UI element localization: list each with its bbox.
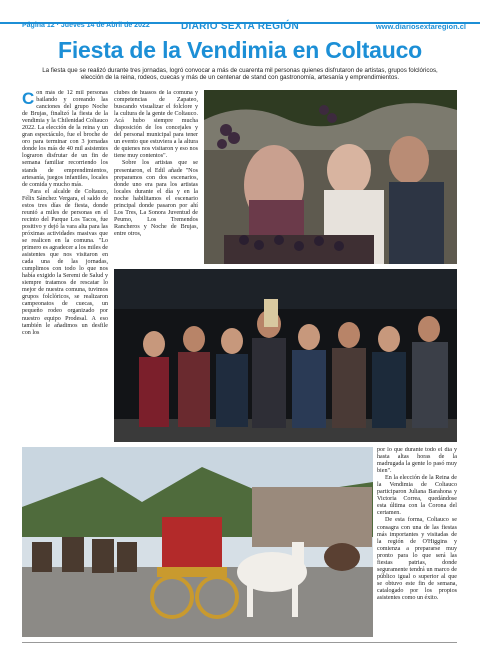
group-on-stage-photo bbox=[114, 269, 457, 442]
paragraph: Con más de 12 mil personas bailando y coreando las canciones del grupo Noche de Brujas, finalizó la fiesta de la vendimia y la Chilenidad Coltauco 2022. La elección de la reina y un gran espectáculo, fue el broche de oro para terminar con 3 jornadas donde los más de 40 mil asistentes lograron disfrutar de un fin de semana familiar recorriendo los stands de emprendimientos, artesanía, juegos infantiles, locales de comida y mucho más. bbox=[22, 90, 108, 188]
footer-rule bbox=[22, 642, 457, 643]
paragraph: clubes de huasos de la comuna y competencias de Zapateo, buscando visualizar el folclore y la cultura de la gente de Coltauco. Acá hubo siempre mucha disposición de los concejales y del personal municipal para tener un evento que estuviera a la altura de quienes nos visitaron y eso nos tiene muy contentos". bbox=[114, 90, 198, 160]
paragraph: De esta forma, Coltauco se consagra con una de las fiestas más importantes y visitadas de la región de O'Higgins y comienza a prepararse muy pronto para lo que será las fiestas patrias, donde seguramente tendrá un marco de público igual o superior al que se obtuvo este fin de semana, catalogado por los propios asistentes como un éxito. bbox=[377, 517, 457, 601]
paragraph: Para el alcalde de Coltauco, Félix Sánchez Vergara, el saldo de estos tres días de fiesta, donde reunió a miles de personas en el recinto del Parque Los Tacos, fue positivo y dejó la vara alta para las próximas actividades masivas que se realicen en la comuna. "Lo primero es agradecer a los miles de asistentes que nos visitaron en cada una de las jornadas, cumplimos con todo lo que nos había exigido la Seremi de Salud y siempre tratamos de rescatar lo mejor de nuestra comuna, tuvimos grupos folclóricos, se realizaron campeonatos de cuecas, un pequeño rodeo organizado por nuestro equipo Prodesal. A eso también le añadimos un desfile con los bbox=[22, 188, 108, 336]
page-header bbox=[0, 0, 480, 34]
women-with-grapes-photo bbox=[204, 90, 457, 264]
article-lead: La fiesta que se realizó durante tres jornadas, logró convocar a más de cuarenta mil personas quienes disfrutaron de artistas, grupos folclóricos, elección de la reina, rodeos, cuecas y más de un centenar de stand con gastronomía, artesanía y emprendimientos. bbox=[42, 67, 438, 82]
drop-cap: C bbox=[22, 90, 35, 108]
paragraph: En la elección de la Reina de la Vendimia de Coltauco participaron Juliana Barahona y Victoria Correa, quedándose esta última con la Corona del certamen. bbox=[377, 475, 457, 517]
text-column-2 bbox=[114, 90, 198, 270]
text-column-1 bbox=[22, 90, 108, 410]
newspaper-name: DIARIO SEXTA REGIÓN bbox=[181, 21, 299, 32]
paragraph: por lo que durante todo el día y hasta altas horas de la madrugada la gente lo pasó muy bien". bbox=[377, 447, 457, 475]
page-number-date: Página 12 · Jueves 14 de Abril de 2022 bbox=[22, 22, 150, 29]
website-link[interactable]: www.diariosextaregion.cl bbox=[375, 22, 466, 31]
text-column-3 bbox=[377, 447, 457, 637]
article-headline: Fiesta de la Vendimia en Coltauco bbox=[57, 37, 423, 63]
horse-carriage-parade-photo bbox=[22, 447, 373, 637]
paragraph: Sobre los artistas que se presentaron, el Edil añade "Nos preparamos con dos escenarios, donde uno era para los artistas locales durante el día y en la noche habilitamos el escenario principal donde pasaron por ahí Los Tres, La Sonora Juventud de Peumo, Los Tremendos Rancheros y Noche de Brujas, entre otros, bbox=[114, 160, 198, 237]
